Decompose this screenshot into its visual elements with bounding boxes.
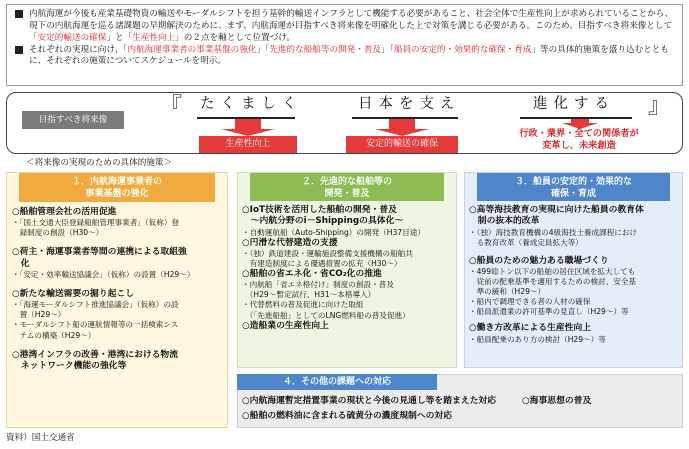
measure-detail: 準の緩和（H29～）	[469, 287, 546, 297]
measure-heading: ～内航分野のi－Shippingの具体化～	[242, 216, 404, 227]
vision-label: 目指すべき将来像	[22, 111, 124, 129]
goal-result-3-line2: 変革し、未来創造	[542, 139, 616, 151]
measure-detail: ・（独）海技教育機構の4級海技士養成課程におけ	[469, 227, 638, 237]
measure-detail: ・「海運モーダルシフト推進協議会」（仮称）の設	[12, 300, 179, 310]
close-quote: 』	[648, 94, 671, 119]
intro-box	[6, 4, 683, 86]
open-quote: 『	[160, 94, 183, 119]
other-measure: ○内航海運暫定措置事業の現状と今後の見通し等を踏まえた対応	[242, 396, 496, 406]
measure-detail: （H29～暫定試行、H31～本格導入）	[242, 290, 376, 300]
measure-detail: ・自動運航船（Auto-Shipping）の開発（H37目途）	[242, 227, 425, 237]
panel-2-header	[250, 173, 444, 201]
measure-heading: ○港湾インフラの改善・港湾における物流	[12, 349, 179, 360]
measure-detail: ・船内で調理できる者の人材の確保	[469, 297, 591, 307]
measure-detail: ・499総トン以下の船舶の居住区域を拡大しても	[469, 266, 636, 276]
measure-detail: ・モーダルシフト船の運航情報等の一括検索シス	[12, 320, 179, 330]
intro-text: 」「	[381, 44, 394, 55]
panel-1-title: 事業基盤の強化	[85, 189, 149, 200]
measure-detail: ・船員配乗のあり方の検討（H29～）等	[469, 334, 606, 344]
measure-detail: ・「安定・効率輸送協議会」（仮称）の設置（H29～）	[12, 269, 195, 279]
measure-detail: ・（独）鉄道建設・運輸施設整備支援機構の船舶共	[242, 248, 413, 258]
measure-heading: ○船舶の省エネ化・省CO₂化の推進	[242, 269, 382, 280]
panel-2-title: ２．先進的な船舶等の	[301, 177, 392, 187]
intro-text: 」「	[256, 44, 270, 55]
measure-detail: ・内航船「省エネ格付け」制度の創設・普及	[242, 280, 394, 290]
goal-word-2: 日本を支え	[358, 96, 461, 112]
panel-1-header	[19, 173, 215, 202]
panel-3-header	[477, 173, 670, 201]
measure-detail: 録制度の創設（H30～）	[12, 228, 104, 238]
goal-result-2: 安定的輸送の確保	[365, 139, 438, 149]
measure-detail: （「先進船舶」としてのLNG燃料船の普及促進）	[242, 310, 410, 320]
source-note: 資料）国土交通省	[6, 433, 75, 443]
highlight-text: 生産性向上	[132, 32, 176, 43]
measure-detail: 有建造制度による優遇措置の拡充（H30～）	[242, 258, 402, 268]
other-measure: ○船舶の燃料油に含まれる硫黄分の濃度規制への対応	[242, 411, 453, 421]
goal-result-3-line1: 行政・業界・全ての関係者が	[519, 128, 639, 139]
goal-word-1: たくましく	[200, 96, 303, 112]
measure-detail: る教育改革（養成定員拡大等）	[469, 237, 583, 247]
intro-text: 内航海運が今後も産業基礎物資の輸送やモーダルシフトを担う基幹的輸送インフラとして機能する必要があること、社会全体で生産性向上が求められていることから、現下の内航海運を巡る諸課題の早期解決のために、まず、内航海運が目指すべき将来像を明確化した上で対策を講じる必要がある。このため、目指すべき将来像として「	[29, 9, 673, 43]
measure-heading: ○新たな輸送需要の掘り起こし	[12, 289, 135, 300]
square-bullet-icon	[15, 10, 23, 18]
measure-heading: 制の抜本的改革	[469, 216, 540, 227]
measure-heading: ○造船業の生産性向上	[242, 320, 329, 331]
measure-detail: 置（H29～）	[12, 310, 66, 320]
measure-detail: テムの構築（H29～）	[12, 330, 96, 340]
other-measure: ○海事思想の普及	[522, 396, 592, 406]
measure-detail: ・船員派遣業の許可基準の見直し（H29～）等	[469, 307, 629, 317]
measure-heading: ネットワーク機能の強化等	[12, 360, 127, 371]
measure-heading: ○高等海技教育の実現に向けた船員の教育体	[469, 205, 644, 215]
measure-detail: 従前の配乗基準を適用するための検討、安全基	[469, 277, 637, 287]
square-bullet-icon	[15, 46, 23, 54]
intro-text: 」の２点を軸として位置づけ。	[175, 32, 296, 43]
measure-detail: ・「国土交通大臣登録船舶管理事業者」（仮称）登	[12, 218, 180, 228]
measure-heading: ○IoT技術を活用した船舶の開発・普及	[242, 205, 397, 215]
measures-subtitle: ＜将来像の実現のための具体的施策＞	[26, 158, 173, 168]
intro-text: それぞれの実現に向け、「	[29, 44, 128, 55]
panel-2-title: 開発・普及	[324, 189, 370, 200]
panel-seafarers	[464, 172, 683, 368]
panel-4-title: ４．その他の課題への対応	[237, 374, 437, 390]
measure-heading: ○荷主・海運事業者等間の連携による取組強	[12, 247, 187, 258]
measure-heading: 化	[12, 258, 30, 269]
panel-1-title: １．内航海運事業者の	[71, 177, 162, 187]
measure-heading: ○船舶管理会社の活用促進	[12, 207, 117, 217]
goal-result-3	[500, 128, 658, 151]
measure-heading: ○働き方改革による生産性向上	[469, 323, 592, 334]
highlight-text: 先進的な船舶等の開発・普及	[269, 44, 382, 55]
measure-heading: ○円滑な代替建造の支援	[242, 237, 338, 248]
highlight-text: 安定的輸送の確保	[37, 32, 107, 43]
goal-word-3: 進化する	[533, 96, 615, 112]
intro-text: 」等の具体的施策を盛り込むとともに、それぞれの施策についてスケジュールを明示。	[29, 44, 669, 67]
goal-result-1: 生産性向上	[225, 139, 271, 149]
panel-3-title: ３．船員の安定的・効果的な	[514, 177, 632, 187]
measure-heading: ○船員のための魅力ある職場づくり	[469, 255, 609, 266]
panel-business-foundation	[6, 172, 228, 428]
panel-advanced-ships	[237, 172, 457, 368]
highlight-text: 船員の安定的・効果的な確保・育成	[393, 44, 532, 55]
intro-bullet-2	[15, 45, 674, 69]
highlight-text: 内航海運事業者の事業基盤の強化	[127, 44, 257, 55]
intro-text: 」と「	[106, 32, 133, 43]
measure-detail: ・代替燃料の普及促進に向けた取組	[242, 300, 364, 310]
panel-3-title: 確保・育成	[550, 189, 596, 200]
intro-bullet-1	[15, 9, 674, 45]
